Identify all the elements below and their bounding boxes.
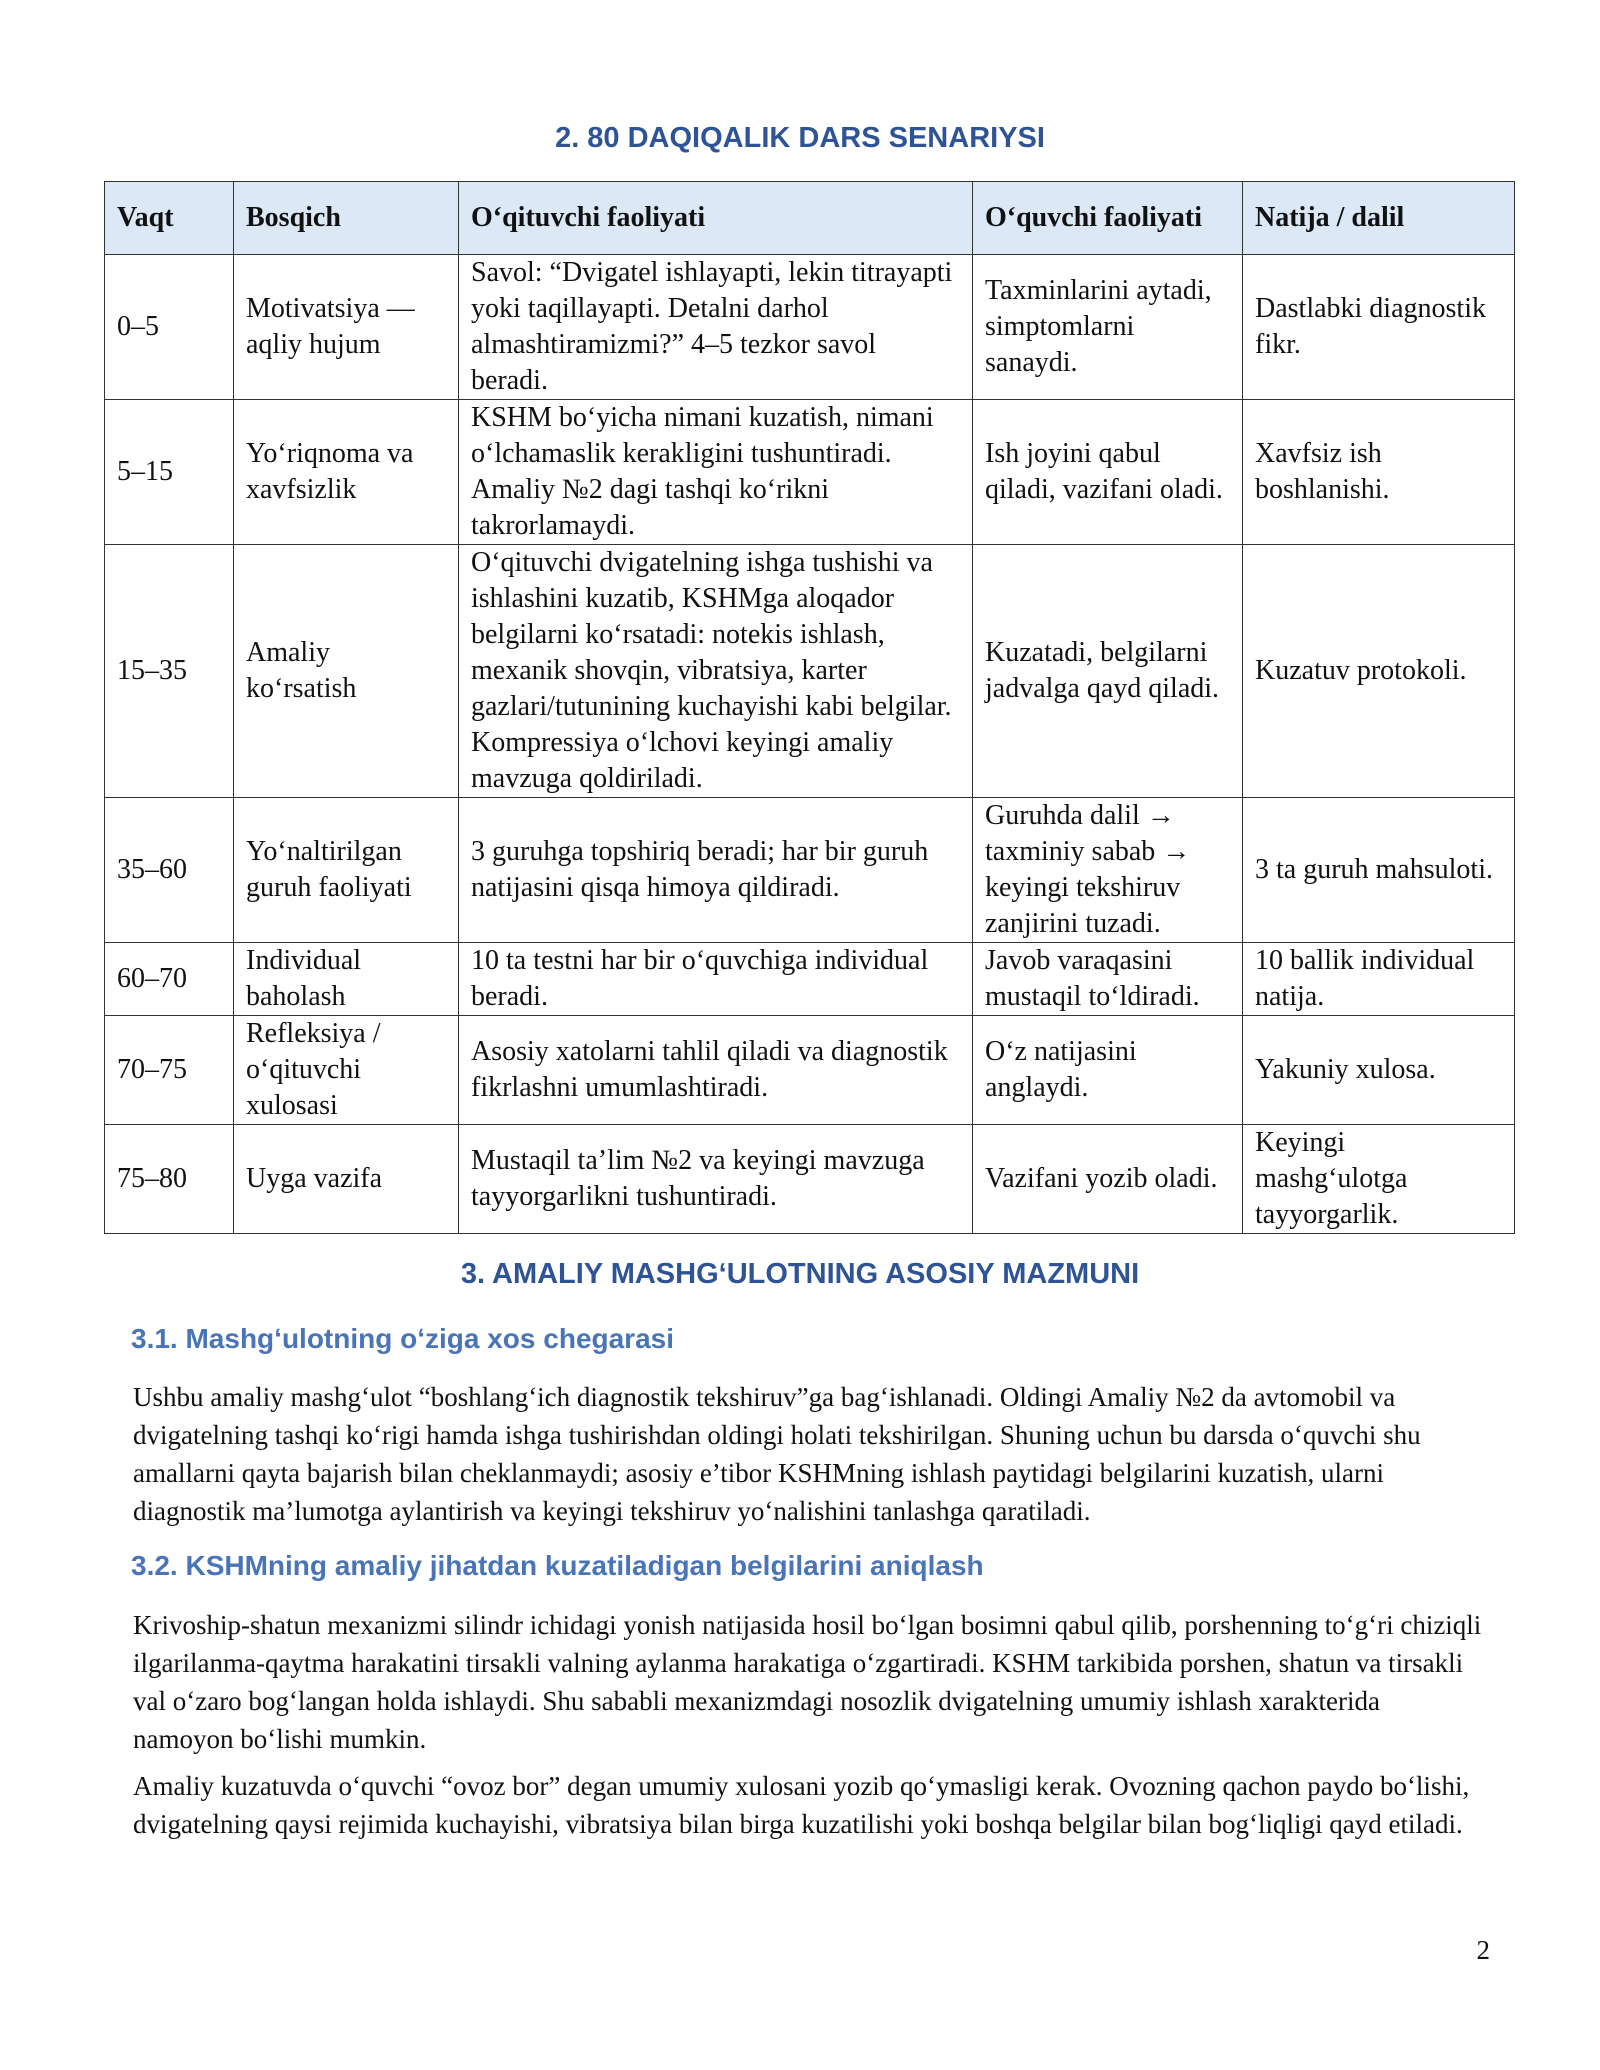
cell-stage: Motivatsiya — aqliy hujum [234,255,459,400]
subsection-3-1-paragraph: Ushbu amaliy mashg‘ulot “boshlang‘ich diagnostik tekshiruv”ga bag‘ishlanadi. Oldingi Amaliy №2 da avtomobil va dvigatelning tashqi ko‘rigi hamda ishga tushirishdan oldingi holati tekshirilgan. Shuning uchun bu darsda o‘quvchi shu amallarni qayta bajarish bilan cheklanmaydi; asosiy e’tibor KSHMning ishlash paytidagi belgilarini kuzatish, ularni diagnostik ma’lumotga aylantirish va keyingi tekshiruv yo‘nalishini tanlashga qaratiladi. [133,1382,1421,1526]
header-bosqich: Bosqich [234,182,459,255]
cell-result: Dastlabki diagnostik fikr. [1243,255,1515,400]
cell-teacher: Mustaqil ta’lim №2 va keyingi mavzuga tayyorgarlikni tushuntiradi. [459,1125,973,1234]
cell-result: 3 ta guruh mahsuloti. [1243,798,1515,943]
subsection-3-2-heading: 3.2. KSHMning amaliy jihatdan kuzatiladigan belgilarini aniqlash [131,1550,984,1581]
cell-teacher: Savol: “Dvigatel ishlayapti, lekin titrayapti yoki taqillayapti. Detalni darhol almashtiramizmi?” 4–5 tezkor savol beradi. [459,255,973,400]
cell-student: Kuzatadi, belgilarni jadvalga qayd qiladi. [973,545,1243,798]
cell-student: Javob varaqasini mustaqil to‘ldiradi. [973,943,1243,1016]
table-row [105,798,1515,943]
table-header-row [105,182,1515,255]
cell-result: Xavfsiz ish boshlanishi. [1243,400,1515,545]
cell-teacher: 10 ta testni har bir o‘quvchiga individual beradi. [459,943,973,1016]
cell-time: 35–60 [105,798,234,943]
cell-stage: Amaliy ko‘rsatish [234,545,459,798]
table-row [105,255,1515,400]
lesson-scenario-table [104,181,1515,1234]
cell-result: Yakuniy xulosa. [1243,1016,1515,1125]
table-row [105,943,1515,1016]
section-3-heading: 3. AMALIY MASHGʻULOTNING ASOSIY MAZMUNI [460,1258,1140,1290]
cell-time: 5–15 [105,400,234,545]
cell-result: Keyingi mashg‘ulotga tayyorgarlik. [1243,1125,1515,1234]
cell-time: 0–5 [105,255,234,400]
cell-teacher: 3 guruhga topshiriq beradi; har bir guruh natijasini qisqa himoya qildiradi. [459,798,973,943]
cell-stage: Refleksiya / o‘qituvchi xulosasi [234,1016,459,1125]
cell-stage: Yo‘naltirilgan guruh faoliyati [234,798,459,943]
cell-student: Taxminlarini aytadi, simptomlarni sanaydi. [973,255,1243,400]
table-row [105,400,1515,545]
header-vaqt: Vaqt [105,182,234,255]
cell-time: 75–80 [105,1125,234,1234]
table-row [105,1016,1515,1125]
subsection-3-2-paragraph-1: Krivoship-shatun mexanizmi silindr ichidagi yonish natijasida hosil bo‘lgan bosimni qabul qilib, porshenning to‘g‘ri chiziqli ilgarilanma-qaytma harakatini tirsakli valning aylanma harakatiga o‘zgartiradi. KSHM tarkibida porshen, shatun va tirsakli val o‘zaro bog‘langan holda ishlaydi. Shu sababli mexanizmdagi nosozlik dvigatelning umumiy ishlash xarakterida namoyon bo‘lishi mumkin. [133,1610,1482,1754]
cell-stage: Yo‘riqnoma va xavfsizlik [234,400,459,545]
cell-stage: Uyga vazifa [234,1125,459,1234]
cell-student: Vazifani yozib oladi. [973,1125,1243,1234]
header-student-activity: O‘quvchi faoliyati [973,182,1243,255]
cell-teacher: Asosiy xatolarni tahlil qiladi va diagnostik fikrlashni umumlashtiradi. [459,1016,973,1125]
cell-stage: Individual baholash [234,943,459,1016]
cell-student: O‘z natijasini anglaydi. [973,1016,1243,1125]
cell-teacher: KSHM bo‘yicha nimani kuzatish, nimani o‘lchamaslik kerakligini tushuntiradi. Amaliy №2 dagi tashqi ko‘rikni takrorlamaydi. [459,400,973,545]
cell-result: 10 ballik individual natija. [1243,943,1515,1016]
cell-time: 60–70 [105,943,234,1016]
page-number: 2 [1476,1935,1490,1965]
header-result: Natija / dalil [1243,182,1515,255]
cell-time: 15–35 [105,545,234,798]
table-row [105,545,1515,798]
cell-student: Ish joyini qabul qiladi, vazifani oladi. [973,400,1243,545]
section-2-heading: 2. 80 DAQIQALIK DARS SENARIYSI [555,122,1045,154]
table-row [105,1125,1515,1234]
header-teacher-activity: O‘qituvchi faoliyati [459,182,973,255]
cell-time: 70–75 [105,1016,234,1125]
cell-student: Guruhda dalil → taxminiy sabab → keyingi tekshiruv zanjirini tuzadi. [973,798,1243,943]
subsection-3-1-heading: 3.1. Mashgʻulotning oʻziga xos chegarasi [131,1323,675,1354]
subsection-3-2-paragraph-2: Amaliy kuzatuvda o‘quvchi “ovoz bor” degan umumiy xulosani yozib qo‘ymasligi kerak. Ovozning qachon paydo bo‘lishi, dvigatelning qaysi rejimida kuchayishi, vibratsiya bilan birga kuzatilishi yoki boshqa belgilar bilan bog‘liqligi qayd etiladi. [133,1771,1470,1839]
cell-result: Kuzatuv protokoli. [1243,545,1515,798]
cell-teacher: O‘qituvchi dvigatelning ishga tushishi va ishlashini kuzatib, KSHMga aloqador belgilarni ko‘rsatadi: notekis ishlash, mexanik shovqin, vibratsiya, karter gazlari/tutunining kuchayishi kabi belgilar. Kompressiya o‘lchovi keyingi amaliy mavzuga qoldiriladi. [459,545,973,798]
